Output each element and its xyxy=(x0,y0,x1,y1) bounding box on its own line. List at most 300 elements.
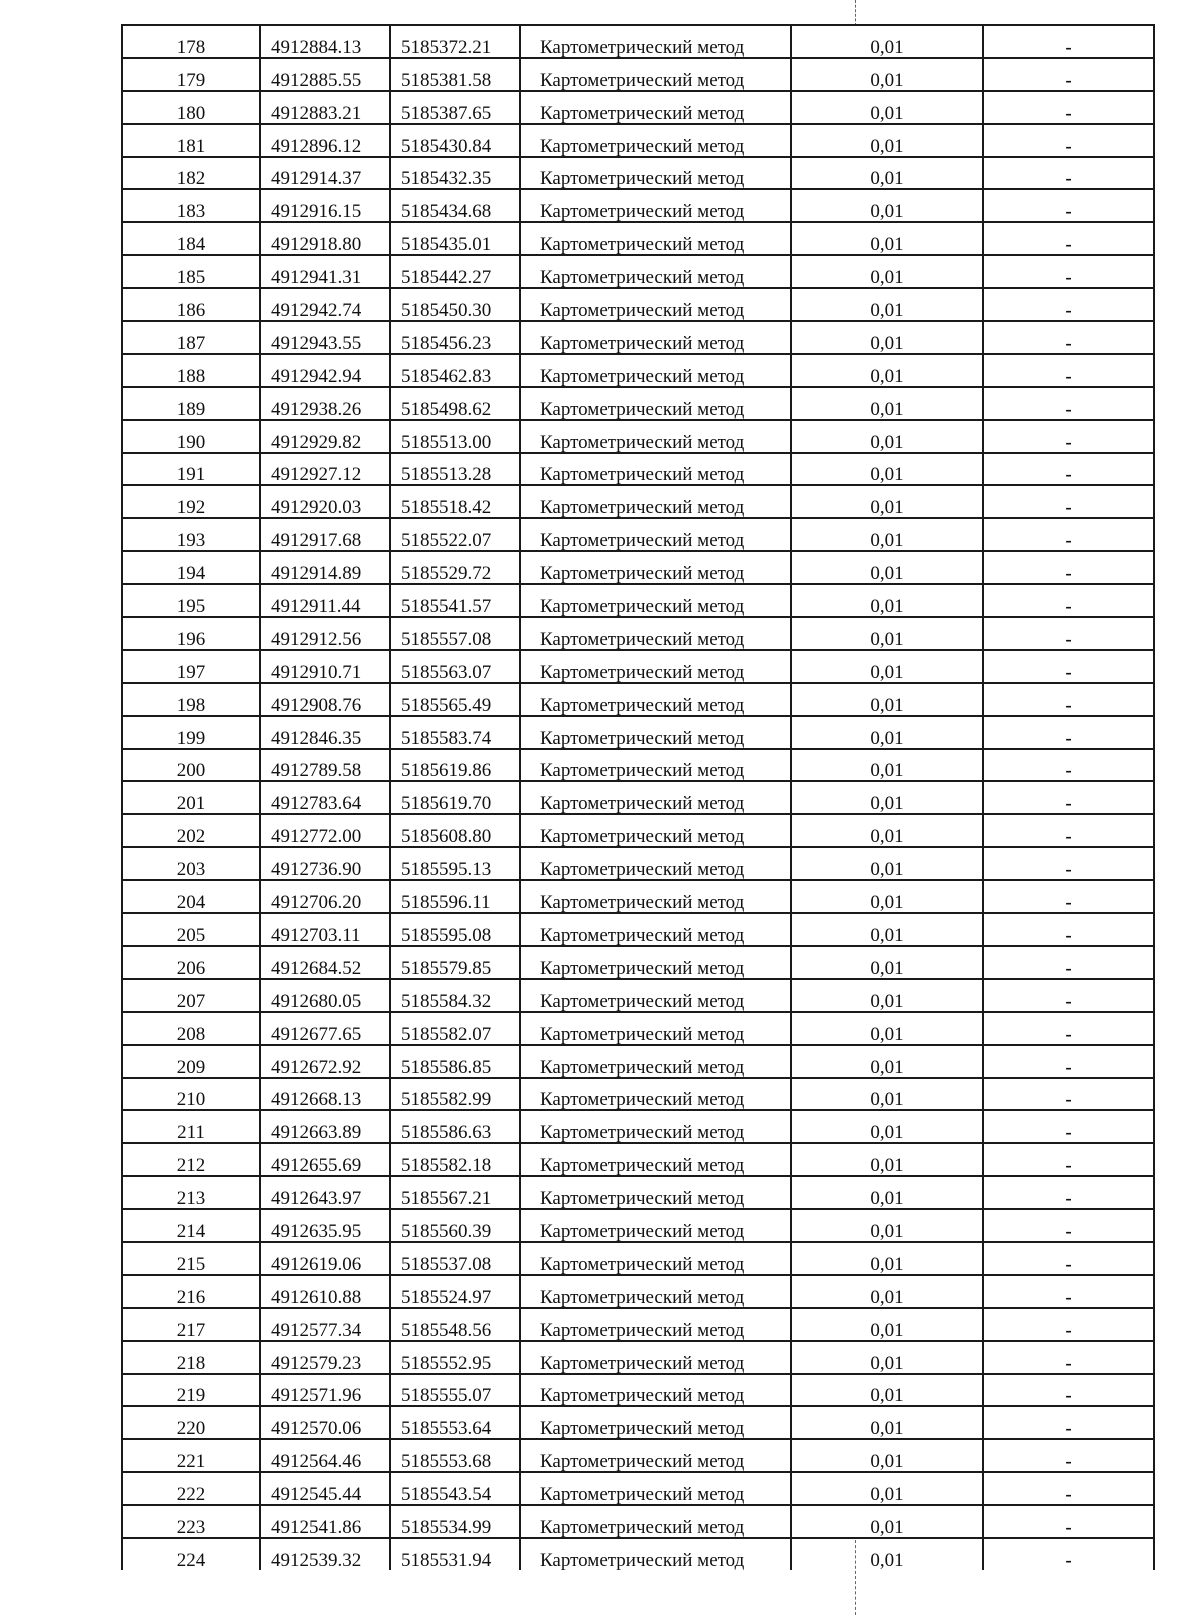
table-row xyxy=(122,58,1154,91)
coordinate-x-cell: 4912680.05 xyxy=(260,979,390,1012)
accuracy-cell: 0,01 xyxy=(791,222,983,255)
table-row xyxy=(122,584,1154,617)
accuracy-cell: 0,01 xyxy=(791,1012,983,1045)
accuracy-cell: 0,01 xyxy=(791,1275,983,1308)
accuracy-cell: 0,01 xyxy=(791,1341,983,1374)
table-row xyxy=(122,1308,1154,1341)
table-row xyxy=(122,255,1154,288)
table-row xyxy=(122,946,1154,979)
method-cell: Картометрический метод xyxy=(520,716,791,749)
coordinate-y-cell: 5185595.08 xyxy=(390,913,520,946)
point-number-cell: 208 xyxy=(122,1012,260,1045)
table-row xyxy=(122,650,1154,683)
description-cell: - xyxy=(983,255,1154,288)
description-cell: - xyxy=(983,1341,1154,1374)
accuracy-cell: 0,01 xyxy=(791,420,983,453)
accuracy-cell: 0,01 xyxy=(791,946,983,979)
point-number-cell: 207 xyxy=(122,979,260,1012)
accuracy-cell: 0,01 xyxy=(791,814,983,847)
point-number-cell: 222 xyxy=(122,1472,260,1505)
coordinate-x-cell: 4912539.32 xyxy=(260,1538,390,1570)
accuracy-cell: 0,01 xyxy=(791,1143,983,1176)
coordinate-y-cell: 5185518.42 xyxy=(390,485,520,518)
point-number-cell: 221 xyxy=(122,1439,260,1472)
coordinate-x-cell: 4912577.34 xyxy=(260,1308,390,1341)
coordinate-x-cell: 4912635.95 xyxy=(260,1209,390,1242)
accuracy-cell: 0,01 xyxy=(791,1439,983,1472)
table-row xyxy=(122,880,1154,913)
table-row xyxy=(122,288,1154,321)
table-row xyxy=(122,1242,1154,1275)
description-cell: - xyxy=(983,222,1154,255)
coordinate-x-cell: 4912918.80 xyxy=(260,222,390,255)
coordinate-y-cell: 5185619.70 xyxy=(390,781,520,814)
table-row xyxy=(122,354,1154,387)
accuracy-cell: 0,01 xyxy=(791,255,983,288)
point-number-cell: 183 xyxy=(122,189,260,222)
point-number-cell: 194 xyxy=(122,551,260,584)
description-cell: - xyxy=(983,1406,1154,1439)
description-cell: - xyxy=(983,1176,1154,1209)
description-cell: - xyxy=(983,880,1154,913)
accuracy-cell: 0,01 xyxy=(791,749,983,782)
coordinate-x-cell: 4912938.26 xyxy=(260,387,390,420)
description-cell: - xyxy=(983,1308,1154,1341)
point-number-cell: 180 xyxy=(122,91,260,124)
description-cell: - xyxy=(983,946,1154,979)
point-number-cell: 181 xyxy=(122,124,260,157)
method-cell: Картометрический метод xyxy=(520,255,791,288)
description-cell: - xyxy=(983,485,1154,518)
coordinate-y-cell: 5185560.39 xyxy=(390,1209,520,1242)
coordinate-x-cell: 4912610.88 xyxy=(260,1275,390,1308)
coordinate-y-cell: 5185563.07 xyxy=(390,650,520,683)
coordinate-x-cell: 4912677.65 xyxy=(260,1012,390,1045)
table-row xyxy=(122,1078,1154,1111)
coordinate-x-cell: 4912703.11 xyxy=(260,913,390,946)
method-cell: Картометрический метод xyxy=(520,189,791,222)
method-cell: Картометрический метод xyxy=(520,1012,791,1045)
coordinate-x-cell: 4912884.13 xyxy=(260,25,390,58)
coordinate-y-cell: 5185586.85 xyxy=(390,1045,520,1078)
coordinate-x-cell: 4912883.21 xyxy=(260,91,390,124)
coordinate-x-cell: 4912663.89 xyxy=(260,1110,390,1143)
method-cell: Картометрический метод xyxy=(520,124,791,157)
table-row xyxy=(122,1374,1154,1407)
coordinate-y-cell: 5185462.83 xyxy=(390,354,520,387)
coordinate-y-cell: 5185513.28 xyxy=(390,453,520,486)
accuracy-cell: 0,01 xyxy=(791,1308,983,1341)
coordinates-table xyxy=(121,24,1155,1570)
method-cell: Картометрический метод xyxy=(520,650,791,683)
coordinate-x-cell: 4912579.23 xyxy=(260,1341,390,1374)
accuracy-cell: 0,01 xyxy=(791,979,983,1012)
method-cell: Картометрический метод xyxy=(520,1538,791,1570)
method-cell: Картометрический метод xyxy=(520,1143,791,1176)
point-number-cell: 184 xyxy=(122,222,260,255)
coordinate-y-cell: 5185531.94 xyxy=(390,1538,520,1570)
description-cell: - xyxy=(983,1012,1154,1045)
method-cell: Картометрический метод xyxy=(520,91,791,124)
description-cell: - xyxy=(983,1505,1154,1538)
coordinate-x-cell: 4912911.44 xyxy=(260,584,390,617)
coordinate-y-cell: 5185584.32 xyxy=(390,979,520,1012)
description-cell: - xyxy=(983,1209,1154,1242)
coordinate-y-cell: 5185513.00 xyxy=(390,420,520,453)
coordinate-y-cell: 5185619.86 xyxy=(390,749,520,782)
coordinate-x-cell: 4912736.90 xyxy=(260,847,390,880)
point-number-cell: 193 xyxy=(122,518,260,551)
accuracy-cell: 0,01 xyxy=(791,453,983,486)
point-number-cell: 195 xyxy=(122,584,260,617)
table-row xyxy=(122,1209,1154,1242)
table-row xyxy=(122,1439,1154,1472)
point-number-cell: 192 xyxy=(122,485,260,518)
point-number-cell: 200 xyxy=(122,749,260,782)
point-number-cell: 186 xyxy=(122,288,260,321)
coordinate-y-cell: 5185543.54 xyxy=(390,1472,520,1505)
accuracy-cell: 0,01 xyxy=(791,1472,983,1505)
accuracy-cell: 0,01 xyxy=(791,1406,983,1439)
table-row xyxy=(122,420,1154,453)
accuracy-cell: 0,01 xyxy=(791,913,983,946)
coordinate-x-cell: 4912896.12 xyxy=(260,124,390,157)
point-number-cell: 220 xyxy=(122,1406,260,1439)
accuracy-cell: 0,01 xyxy=(791,1045,983,1078)
method-cell: Картометрический метод xyxy=(520,1439,791,1472)
description-cell: - xyxy=(983,979,1154,1012)
description-cell: - xyxy=(983,1472,1154,1505)
point-number-cell: 196 xyxy=(122,617,260,650)
coordinate-x-cell: 4912684.52 xyxy=(260,946,390,979)
method-cell: Картометрический метод xyxy=(520,1341,791,1374)
accuracy-cell: 0,01 xyxy=(791,551,983,584)
description-cell: - xyxy=(983,716,1154,749)
description-cell: - xyxy=(983,1078,1154,1111)
description-cell: - xyxy=(983,420,1154,453)
method-cell: Картометрический метод xyxy=(520,288,791,321)
coordinate-y-cell: 5185430.84 xyxy=(390,124,520,157)
accuracy-cell: 0,01 xyxy=(791,189,983,222)
method-cell: Картометрический метод xyxy=(520,485,791,518)
coordinate-y-cell: 5185567.21 xyxy=(390,1176,520,1209)
method-cell: Картометрический метод xyxy=(520,157,791,190)
accuracy-cell: 0,01 xyxy=(791,58,983,91)
table-row xyxy=(122,453,1154,486)
description-cell: - xyxy=(983,814,1154,847)
description-cell: - xyxy=(983,58,1154,91)
accuracy-cell: 0,01 xyxy=(791,518,983,551)
coordinate-x-cell: 4912910.71 xyxy=(260,650,390,683)
coordinate-x-cell: 4912789.58 xyxy=(260,749,390,782)
coordinate-y-cell: 5185537.08 xyxy=(390,1242,520,1275)
coordinate-y-cell: 5185565.49 xyxy=(390,683,520,716)
method-cell: Картометрический метод xyxy=(520,749,791,782)
point-number-cell: 223 xyxy=(122,1505,260,1538)
point-number-cell: 216 xyxy=(122,1275,260,1308)
accuracy-cell: 0,01 xyxy=(791,617,983,650)
method-cell: Картометрический метод xyxy=(520,58,791,91)
coordinate-y-cell: 5185582.18 xyxy=(390,1143,520,1176)
point-number-cell: 204 xyxy=(122,880,260,913)
table-row xyxy=(122,617,1154,650)
coordinate-y-cell: 5185583.74 xyxy=(390,716,520,749)
accuracy-cell: 0,01 xyxy=(791,781,983,814)
table-row xyxy=(122,979,1154,1012)
accuracy-cell: 0,01 xyxy=(791,485,983,518)
accuracy-cell: 0,01 xyxy=(791,288,983,321)
description-cell: - xyxy=(983,1439,1154,1472)
coordinate-y-cell: 5185432.35 xyxy=(390,157,520,190)
table-row xyxy=(122,551,1154,584)
table-row xyxy=(122,1538,1154,1570)
table-row xyxy=(122,321,1154,354)
coordinate-x-cell: 4912545.44 xyxy=(260,1472,390,1505)
method-cell: Картометрический метод xyxy=(520,1406,791,1439)
coordinate-x-cell: 4912643.97 xyxy=(260,1176,390,1209)
table-row xyxy=(122,1505,1154,1538)
table-row xyxy=(122,387,1154,420)
description-cell: - xyxy=(983,1045,1154,1078)
table-row xyxy=(122,1275,1154,1308)
table-row xyxy=(122,847,1154,880)
description-cell: - xyxy=(983,1538,1154,1570)
method-cell: Картометрический метод xyxy=(520,1110,791,1143)
point-number-cell: 197 xyxy=(122,650,260,683)
coordinate-x-cell: 4912927.12 xyxy=(260,453,390,486)
description-cell: - xyxy=(983,1242,1154,1275)
table-row xyxy=(122,91,1154,124)
point-number-cell: 188 xyxy=(122,354,260,387)
table-row xyxy=(122,749,1154,782)
table-row xyxy=(122,1110,1154,1143)
table-row xyxy=(122,781,1154,814)
point-number-cell: 214 xyxy=(122,1209,260,1242)
coordinate-y-cell: 5185435.01 xyxy=(390,222,520,255)
coordinate-x-cell: 4912885.55 xyxy=(260,58,390,91)
coordinate-y-cell: 5185553.64 xyxy=(390,1406,520,1439)
accuracy-cell: 0,01 xyxy=(791,1242,983,1275)
table-row xyxy=(122,716,1154,749)
description-cell: - xyxy=(983,387,1154,420)
coordinate-x-cell: 4912942.94 xyxy=(260,354,390,387)
point-number-cell: 205 xyxy=(122,913,260,946)
method-cell: Картометрический метод xyxy=(520,551,791,584)
method-cell: Картометрический метод xyxy=(520,321,791,354)
point-number-cell: 219 xyxy=(122,1374,260,1407)
coordinate-y-cell: 5185582.99 xyxy=(390,1078,520,1111)
method-cell: Картометрический метод xyxy=(520,1472,791,1505)
table-row xyxy=(122,913,1154,946)
method-cell: Картометрический метод xyxy=(520,1045,791,1078)
description-cell: - xyxy=(983,584,1154,617)
method-cell: Картометрический метод xyxy=(520,1176,791,1209)
point-number-cell: 199 xyxy=(122,716,260,749)
coordinate-y-cell: 5185548.56 xyxy=(390,1308,520,1341)
coordinate-x-cell: 4912570.06 xyxy=(260,1406,390,1439)
point-number-cell: 215 xyxy=(122,1242,260,1275)
description-cell: - xyxy=(983,781,1154,814)
table-row xyxy=(122,124,1154,157)
description-cell: - xyxy=(983,1143,1154,1176)
point-number-cell: 191 xyxy=(122,453,260,486)
method-cell: Картометрический метод xyxy=(520,683,791,716)
coordinate-x-cell: 4912920.03 xyxy=(260,485,390,518)
coordinate-x-cell: 4912916.15 xyxy=(260,189,390,222)
coordinate-y-cell: 5185552.95 xyxy=(390,1341,520,1374)
coordinate-y-cell: 5185586.63 xyxy=(390,1110,520,1143)
accuracy-cell: 0,01 xyxy=(791,321,983,354)
point-number-cell: 201 xyxy=(122,781,260,814)
table-row xyxy=(122,518,1154,551)
table-row xyxy=(122,485,1154,518)
description-cell: - xyxy=(983,321,1154,354)
coordinate-y-cell: 5185524.97 xyxy=(390,1275,520,1308)
method-cell: Картометрический метод xyxy=(520,387,791,420)
accuracy-cell: 0,01 xyxy=(791,1374,983,1407)
coordinate-x-cell: 4912619.06 xyxy=(260,1242,390,1275)
coordinate-x-cell: 4912943.55 xyxy=(260,321,390,354)
point-number-cell: 178 xyxy=(122,25,260,58)
table-row xyxy=(122,1143,1154,1176)
table-row xyxy=(122,1341,1154,1374)
table-row xyxy=(122,1406,1154,1439)
method-cell: Картометрический метод xyxy=(520,1275,791,1308)
coordinate-x-cell: 4912917.68 xyxy=(260,518,390,551)
description-cell: - xyxy=(983,1110,1154,1143)
description-cell: - xyxy=(983,617,1154,650)
coordinate-y-cell: 5185596.11 xyxy=(390,880,520,913)
table-row xyxy=(122,1012,1154,1045)
point-number-cell: 182 xyxy=(122,157,260,190)
point-number-cell: 189 xyxy=(122,387,260,420)
point-number-cell: 217 xyxy=(122,1308,260,1341)
accuracy-cell: 0,01 xyxy=(791,124,983,157)
coordinate-y-cell: 5185608.80 xyxy=(390,814,520,847)
description-cell: - xyxy=(983,354,1154,387)
point-number-cell: 185 xyxy=(122,255,260,288)
method-cell: Картометрический метод xyxy=(520,1209,791,1242)
coordinate-x-cell: 4912541.86 xyxy=(260,1505,390,1538)
coordinate-x-cell: 4912772.00 xyxy=(260,814,390,847)
coordinate-y-cell: 5185582.07 xyxy=(390,1012,520,1045)
coordinates-table-body xyxy=(122,25,1154,1570)
coordinate-x-cell: 4912941.31 xyxy=(260,255,390,288)
accuracy-cell: 0,01 xyxy=(791,683,983,716)
description-cell: - xyxy=(983,189,1154,222)
coordinate-y-cell: 5185553.68 xyxy=(390,1439,520,1472)
table-row xyxy=(122,222,1154,255)
accuracy-cell: 0,01 xyxy=(791,25,983,58)
coordinate-x-cell: 4912783.64 xyxy=(260,781,390,814)
method-cell: Картометрический метод xyxy=(520,913,791,946)
coordinate-y-cell: 5185522.07 xyxy=(390,518,520,551)
coordinate-y-cell: 5185555.07 xyxy=(390,1374,520,1407)
table-row xyxy=(122,1045,1154,1078)
accuracy-cell: 0,01 xyxy=(791,847,983,880)
accuracy-cell: 0,01 xyxy=(791,1538,983,1570)
point-number-cell: 203 xyxy=(122,847,260,880)
accuracy-cell: 0,01 xyxy=(791,354,983,387)
description-cell: - xyxy=(983,749,1154,782)
description-cell: - xyxy=(983,683,1154,716)
table-row xyxy=(122,25,1154,58)
point-number-cell: 212 xyxy=(122,1143,260,1176)
accuracy-cell: 0,01 xyxy=(791,1505,983,1538)
point-number-cell: 190 xyxy=(122,420,260,453)
method-cell: Картометрический метод xyxy=(520,453,791,486)
accuracy-cell: 0,01 xyxy=(791,1110,983,1143)
description-cell: - xyxy=(983,1374,1154,1407)
method-cell: Картометрический метод xyxy=(520,781,791,814)
coordinate-x-cell: 4912672.92 xyxy=(260,1045,390,1078)
description-cell: - xyxy=(983,518,1154,551)
method-cell: Картометрический метод xyxy=(520,617,791,650)
point-number-cell: 209 xyxy=(122,1045,260,1078)
coordinate-y-cell: 5185534.99 xyxy=(390,1505,520,1538)
method-cell: Картометрический метод xyxy=(520,584,791,617)
coordinate-y-cell: 5185579.85 xyxy=(390,946,520,979)
method-cell: Картометрический метод xyxy=(520,979,791,1012)
method-cell: Картометрический метод xyxy=(520,847,791,880)
method-cell: Картометрический метод xyxy=(520,1374,791,1407)
method-cell: Картометрический метод xyxy=(520,420,791,453)
accuracy-cell: 0,01 xyxy=(791,650,983,683)
coordinate-x-cell: 4912942.74 xyxy=(260,288,390,321)
coordinate-x-cell: 4912571.96 xyxy=(260,1374,390,1407)
method-cell: Картометрический метод xyxy=(520,222,791,255)
point-number-cell: 213 xyxy=(122,1176,260,1209)
accuracy-cell: 0,01 xyxy=(791,387,983,420)
accuracy-cell: 0,01 xyxy=(791,1209,983,1242)
method-cell: Картометрический метод xyxy=(520,1505,791,1538)
point-number-cell: 198 xyxy=(122,683,260,716)
method-cell: Картометрический метод xyxy=(520,1078,791,1111)
accuracy-cell: 0,01 xyxy=(791,1078,983,1111)
coordinate-x-cell: 4912912.56 xyxy=(260,617,390,650)
table-row xyxy=(122,1176,1154,1209)
description-cell: - xyxy=(983,157,1154,190)
coordinate-x-cell: 4912929.82 xyxy=(260,420,390,453)
coordinate-y-cell: 5185450.30 xyxy=(390,288,520,321)
coordinate-y-cell: 5185595.13 xyxy=(390,847,520,880)
description-cell: - xyxy=(983,124,1154,157)
description-cell: - xyxy=(983,650,1154,683)
coordinate-x-cell: 4912668.13 xyxy=(260,1078,390,1111)
accuracy-cell: 0,01 xyxy=(791,91,983,124)
description-cell: - xyxy=(983,288,1154,321)
scan-crease-top xyxy=(855,0,856,26)
method-cell: Картометрический метод xyxy=(520,518,791,551)
coordinate-x-cell: 4912564.46 xyxy=(260,1439,390,1472)
coordinate-y-cell: 5185387.65 xyxy=(390,91,520,124)
accuracy-cell: 0,01 xyxy=(791,880,983,913)
coordinate-y-cell: 5185529.72 xyxy=(390,551,520,584)
description-cell: - xyxy=(983,847,1154,880)
point-number-cell: 179 xyxy=(122,58,260,91)
method-cell: Картометрический метод xyxy=(520,25,791,58)
accuracy-cell: 0,01 xyxy=(791,157,983,190)
description-cell: - xyxy=(983,453,1154,486)
accuracy-cell: 0,01 xyxy=(791,584,983,617)
description-cell: - xyxy=(983,913,1154,946)
method-cell: Картометрический метод xyxy=(520,814,791,847)
table-row xyxy=(122,814,1154,847)
table-row xyxy=(122,189,1154,222)
coordinate-y-cell: 5185456.23 xyxy=(390,321,520,354)
coordinate-y-cell: 5185372.21 xyxy=(390,25,520,58)
point-number-cell: 206 xyxy=(122,946,260,979)
